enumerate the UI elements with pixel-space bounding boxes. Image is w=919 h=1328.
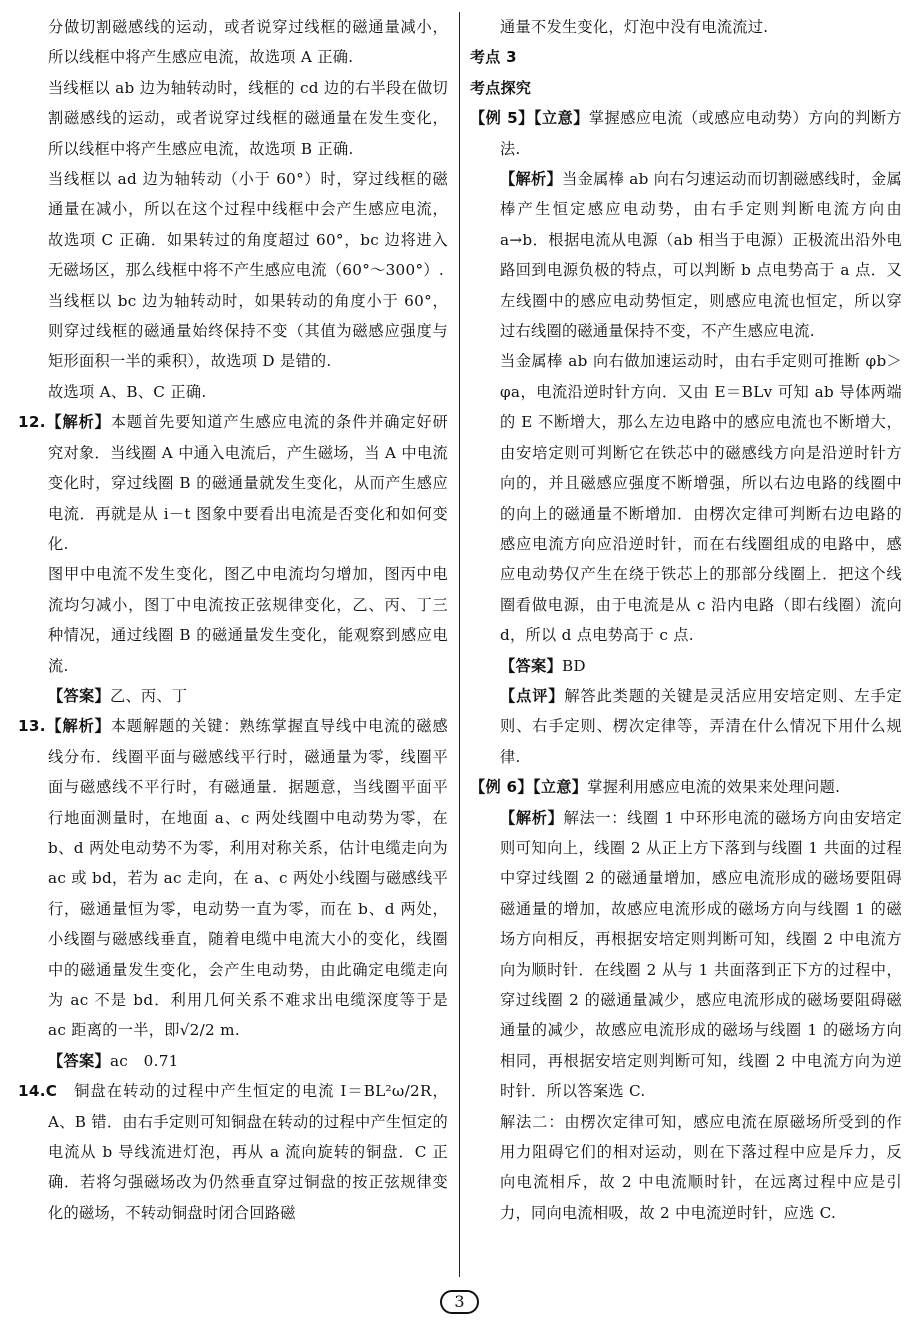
paragraph-text: 当线框以 ab 边为轴转动时，线框的 cd 边的右半段在做切割磁感线的运动，或者说穿过线框的磁通量在发生变化，所以线框中将产生感应电流，故选项 B 正确.: [48, 78, 448, 158]
paragraph-tag: 12.【解析】: [18, 413, 111, 432]
left-paragraph: [18, 1076, 448, 1228]
paragraph-text: BD: [561, 656, 586, 675]
paragraph-text: ac 0.71: [109, 1051, 179, 1070]
left-paragraph: [18, 681, 448, 711]
paragraph-text: 掌握利用感应电流的效果来处理问题.: [587, 778, 841, 797]
paragraph-tag: 【例 5】【立意】: [470, 109, 589, 128]
paragraph-text: 当金属棒 ab 向右匀速运动而切割磁感线时，金属棒产生恒定感应电动势，由右手定则判断电流方向由 a→b．根据电流从电源（ab 相当于电源）正极流出沿外电路回到电源负极的特点，可以判断 b 点电势高于 a 点．又左线圈中的感应电动势恒定，则感应电流也恒定，所以穿过右线圈的磁通量保持不变，不产生感应电流.: [500, 170, 902, 341]
right-paragraph: [470, 681, 902, 772]
left-paragraph: [18, 711, 448, 1045]
page-number: [0, 1290, 919, 1314]
paragraph-tag: 【答案】: [48, 1051, 110, 1070]
paragraph-tag: 【答案】: [500, 656, 562, 675]
paragraph-text: 解答此类题的关键是灵活应用安培定则、左手定则、右手定则、楞次定律等，弄清在什么情况下用什么规律.: [500, 686, 902, 766]
right-paragraph: [470, 73, 902, 103]
paragraph-text: 当线框以 ad 边为轴转动（小于 60°）时，穿过线框的磁通量在减小，所以在这个过程中线框中会产生感应电流，故选项 C 正确．如果转过的角度超过 60°，bc 边将进入无磁场区，那么线框中将不产生感应电流（60°～300°）.: [48, 170, 448, 280]
paragraph-text: 当金属棒 ab 向右做加速运动时，由右手定则可推断 φb＞φa，电流沿逆时针方向．又由 E＝BLv 可知 ab 导体两端的 E 不断增大，那么左边电路中的感应电流也不断增大，由安培定则可判断它在铁芯中的磁感线方向是沿逆时针方向的，并且磁感应强度不断增强，所以右边电路的线圈中的向上的磁通量不断增加．由楞次定律可判断右边电路的感应电流方向应沿逆时针，而在右线圈组成的电路中，感应电动势仅产生在绕于铁芯上的那部分线圈上．把这个线圈看做电源，由于电流是从 c 沿内电路（即右线圈）流向 d，所以 d 点电势高于 c 点.: [500, 352, 902, 645]
paragraph-text: 故选项 A、B、C 正确.: [48, 382, 207, 401]
right-paragraph: [470, 42, 902, 72]
right-paragraph: [470, 346, 902, 650]
paragraph-text: 通量不发生变化，灯泡中没有电流流过.: [500, 18, 769, 36]
right-paragraph: [470, 12, 902, 42]
right-paragraph: [470, 651, 902, 681]
paragraph-text: 乙、丙、丁: [109, 686, 188, 705]
right-paragraph: [470, 772, 902, 802]
right-paragraph: [470, 803, 902, 1107]
left-column: [18, 12, 448, 1228]
left-paragraph: [18, 377, 448, 407]
left-paragraph: [18, 286, 448, 377]
left-paragraph: [18, 164, 448, 286]
paragraph-tag: 14.C: [18, 1082, 58, 1101]
paragraph-text: 掌握感应电流（或感应电动势）方向的判断方法.: [500, 109, 902, 158]
page-number-text: 3: [440, 1290, 478, 1314]
right-column: [470, 12, 902, 1228]
left-paragraph: [18, 559, 448, 681]
paragraph-text: 当线框以 bc 边为轴转动时，如果转动的角度小于 60°，则穿过线框的磁通量始终保持不变（其值为磁感应强度与矩形面积一半的乘积），故选项 D 是错的.: [48, 291, 448, 371]
left-paragraph: [18, 12, 448, 73]
paragraph-tag: 【点评】: [500, 686, 565, 705]
right-paragraph: [470, 103, 902, 164]
paragraph-text: 铜盘在转动的过程中产生恒定的电流 I＝BL²ω/2R，A、B 错．由右手定则可知铜盘在转动的过程中产生恒定的电流从 b 导线流进灯泡，再从 a 流向旋转的铜盘．C 正确．若将匀强磁场改为仍然垂直穿过铜盘的按正弦规律变化的磁场，不转动铜盘时闭合回路磁: [48, 1082, 448, 1222]
left-paragraph: [18, 407, 448, 559]
paragraph-tag: 【答案】: [48, 686, 110, 705]
paragraph-text: 解法一：线圈 1 中环形电流的磁场方向由安培定则可知向上，线圈 2 从正上方下落到与线圈 1 共面的过程中穿过线圈 2 的磁通量增加，感应电流形成的磁场要阻碍磁通量的增加，故感应电流形成的磁场方向与线圈 1 的磁场方向相反，再根据安培定则判断可知，线圈 2 中电流方向为顺时针．在线圈 2 从与 1 共面落到正下方的过程中，穿过线圈 2 的磁通量减少，感应电流形成的磁场要阻碍磁通量的减少，故感应电流形成的磁场与线圈 1 的磁场方向相同，再根据安培定则判断可知，线圈 2 中电流方向为逆时针．所以答案选 C.: [500, 808, 902, 1101]
paragraph-text: 考点探究: [470, 78, 532, 97]
paragraph-text: 本题解题的关键：熟练掌握直导线中电流的磁感线分布．线圈平面与磁感线平行时，磁通量为零，线圈平面与磁感线不平行时，有磁通量．据题意，当线圈平面平行地面测量时，在地面 a、c 两处线圈中电动势为零，在 b、d 两处电动势不为零，利用对称关系，估计电缆走向为 ac 或 bd，若为 ac 走向，在 a、c 两处小线圈与磁感线平行，磁通量恒为零，电动势一直为零，而在 b、d 两处，小线圈与磁感线垂直，随着电缆中电流大小的变化，线圈中的磁通量发生变化，会产生电动势，由此确定电缆走向为 ac 不是 bd．利用几何关系不难求出电缆深度等于是 ac 距离的一半，即√2/2 m.: [48, 717, 448, 1040]
paragraph-text: 图甲中电流不发生变化，图乙中电流均匀增加，图丙中电流均匀减小，图丁中电流按正弦规律变化，乙、丙、丁三种情况，通过线圈 B 的磁通量发生变化，能观察到感应电流.: [48, 565, 448, 675]
left-paragraph: [18, 1046, 448, 1076]
right-paragraph: [470, 164, 902, 346]
paragraph-text: 考点 3: [470, 48, 517, 67]
column-divider: [459, 12, 460, 1277]
paragraph-tag: 【解析】: [500, 808, 564, 827]
left-paragraph: [18, 73, 448, 164]
paragraph-text: 解法二：由楞次定律可知，感应电流在原磁场所受到的作用力阻碍它们的相对运动，则在下落过程中应是斥力，反向电流相斥，故 2 中电流顺时针，在远离过程中应是引力，同向电流相吸，故 2 中电流逆时针，应选 C.: [500, 1112, 902, 1222]
paragraph-tag: 13.【解析】: [18, 717, 111, 736]
right-paragraph: [470, 1107, 902, 1229]
paragraph-text: 分做切割磁感线的运动，或者说穿过线框的磁通量减小，所以线框中将产生感应电流，故选项 A 正确.: [48, 18, 448, 67]
paragraph-text: 本题首先要知道产生感应电流的条件并确定好研究对象．当线圈 A 中通入电流后，产生磁场，当 A 中电流变化时，穿过线圈 B 的磁通量就发生变化，从而产生感应电流．再就是从 i－t 图象中要看出电流是否变化和如何变化.: [48, 413, 448, 553]
paragraph-tag: 【解析】: [500, 170, 563, 189]
paragraph-tag: 【例 6】【立意】: [470, 778, 588, 797]
